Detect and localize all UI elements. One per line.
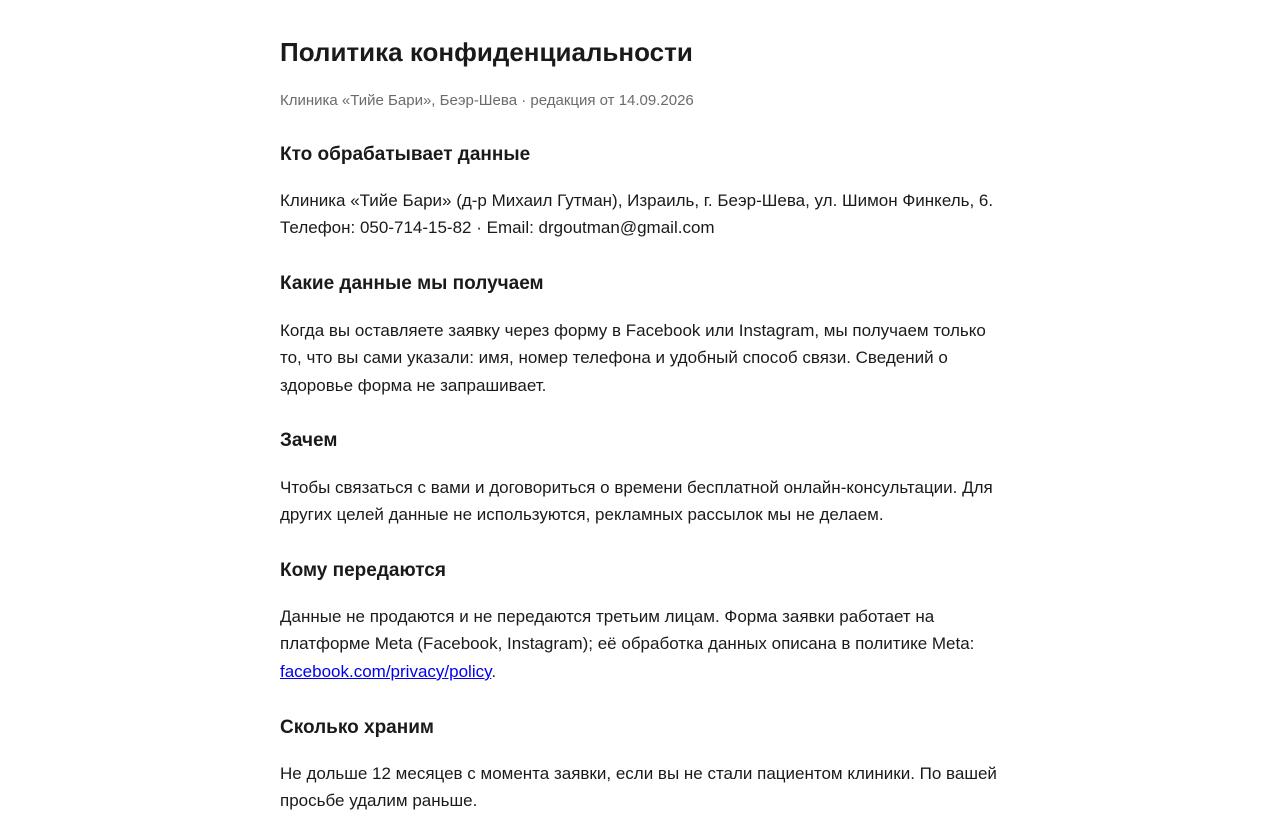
section-heading-purpose: Зачем xyxy=(280,430,338,451)
recipients-text: Данные не продаются и не передаются третьим лицам. Форма заявки работает на платформе Meta (Facebook, Instagram); её обработка данных описана в политике Meta: xyxy=(280,607,975,654)
page-title: Политика конфиденциальности xyxy=(280,37,693,67)
controller-contacts: Телефон: 050-714-15-82 · Email: drgoutman@gmail.com xyxy=(280,218,715,238)
section-text-controller xyxy=(280,187,1000,242)
section-text-recipients xyxy=(280,603,1000,685)
section-text-retention: Не дольше 12 месяцев с момента заявки, если вы не стали пациентом клиники. По вашей просьбе удалим раньше. xyxy=(280,764,997,811)
section-heading-data-collected: Какие данные мы получаем xyxy=(280,273,544,294)
section-heading-retention: Сколько храним xyxy=(280,717,434,738)
section-heading-controller: Кто обрабатывает данные xyxy=(280,144,531,165)
section-text-purpose: Чтобы связаться с вами и договориться о времени бесплатной онлайн-консультации. Для других целей данные не используются, рекламных рассылок мы не делаем. xyxy=(280,478,993,525)
section-text-data-collected: Когда вы оставляете заявку через форму в Facebook или Instagram, мы получаем только то, что вы сами указали: имя, номер телефона и удобный способ связи. Сведений о здоровье форма не запрашивает. xyxy=(280,321,986,395)
page-meta: Клиника «Тийе Бари», Беэр-Шева · редакция от 14.09.2026 xyxy=(280,92,694,109)
controller-address: Клиника «Тийе Бари» (д-р Михаил Гутман), Израиль, г. Беэр-Шева, ул. Шимон Финкель, 6. xyxy=(280,191,994,210)
meta-privacy-policy-link[interactable]: facebook.com/privacy/policy xyxy=(280,661,492,681)
recipients-text-end: . xyxy=(491,661,497,681)
section-heading-recipients: Кому передаются xyxy=(280,560,446,581)
